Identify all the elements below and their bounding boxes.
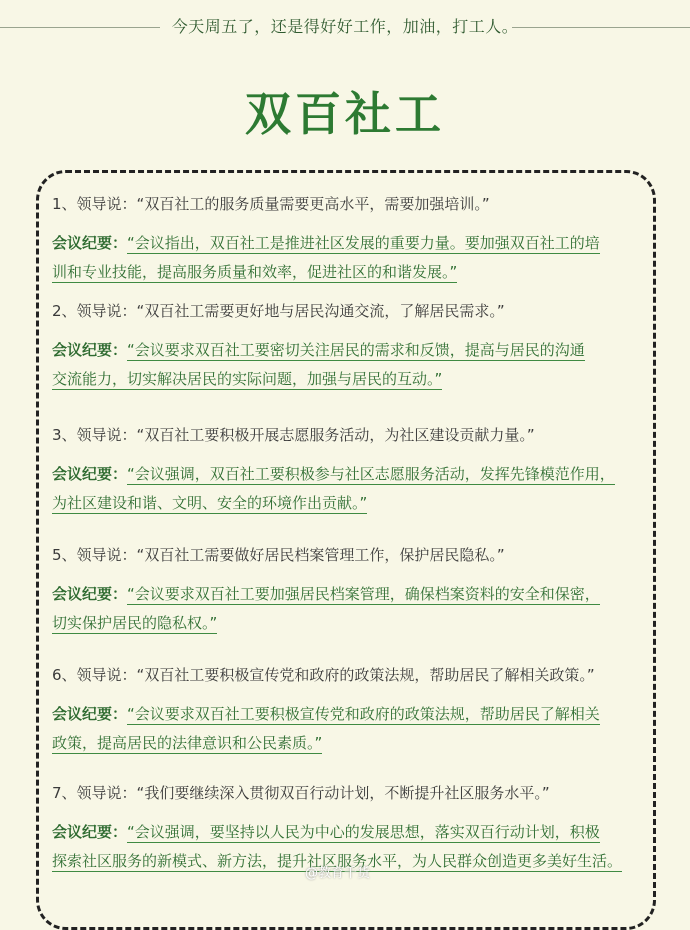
- list-item: [52, 664, 662, 758]
- minutes-text: “会议要求双百社工要加强居民档案管理，确保档案资料的安全和保密，: [127, 585, 600, 603]
- leader-quote: 1、领导说：“双百社工的服务质量需要更高水平，需要加强培训。”: [52, 195, 490, 213]
- minutes-label: 会议纪要：: [52, 341, 128, 359]
- minutes-line: [52, 489, 662, 518]
- minutes-text: 探索社区服务的新模式、新方法，提升社区服务水平，为人民群众创造更多美好生活。: [52, 852, 623, 870]
- leader-quote: 6、领导说：“双百社工要积极宣传党和政府的政策法规，帮助居民了解相关政策。”: [52, 666, 595, 684]
- minutes-line: [52, 609, 662, 638]
- minutes-text: 交流能力，切实解决居民的实际问题，加强与居民的互动。”: [52, 370, 443, 388]
- minutes-text: 训和专业技能，提高服务质量和效率，促进社区的和谐发展。”: [52, 263, 458, 281]
- header-bar: [0, 0, 690, 52]
- page-title: 双百社工: [245, 87, 445, 141]
- minutes-text: 政策，提高居民的法律意识和公民素质。”: [52, 734, 323, 752]
- minutes-label: 会议纪要：: [52, 465, 128, 483]
- leader-quote: 2、领导说：“双百社工需要更好地与居民沟通交流，了解居民需求。”: [52, 302, 505, 320]
- list-item: [52, 300, 662, 394]
- minutes-text: “会议强调，要坚持以人民为中心的发展思想，落实双百行动计划，积极: [127, 823, 600, 841]
- meeting-minutes: [52, 580, 662, 638]
- minutes-text: 为社区建设和谐、文明、安全的环境作出贡献。”: [52, 494, 368, 512]
- minutes-line: [52, 365, 662, 394]
- minutes-line: [52, 700, 662, 729]
- minutes-line: [52, 336, 662, 365]
- leader-quote: 3、领导说：“双百社工要积极开展志愿服务活动，为社区建设贡献力量。”: [52, 426, 535, 444]
- minutes-text: “会议要求双百社工要积极宣传党和政府的政策法规，帮助居民了解相关: [127, 705, 600, 723]
- leader-quote: 7、领导说：“我们要继续深入贯彻双百行动计划，不断提升社区服务水平。”: [52, 784, 550, 802]
- minutes-line: [52, 460, 662, 489]
- minutes-label: 会议纪要：: [52, 585, 128, 603]
- minutes-line: [52, 818, 662, 847]
- minutes-label: 会议纪要：: [52, 705, 128, 723]
- list-item: [52, 544, 662, 638]
- meeting-minutes: [52, 336, 662, 394]
- meeting-minutes: [52, 229, 662, 287]
- meeting-minutes: [52, 700, 662, 758]
- subtitle: 今天周五了，还是得好好工作，加油，打工人。: [171, 17, 519, 36]
- minutes-text: 切实保护居民的隐私权。”: [52, 614, 218, 632]
- minutes-text: “会议强调，双百社工要积极参与社区志愿服务活动，发挥先锋模范作用，: [127, 465, 615, 483]
- minutes-text: “会议要求双百社工要密切关注居民的需求和反馈，提高与居民的沟通: [127, 341, 585, 359]
- list-item: [52, 424, 662, 518]
- minutes-label: 会议纪要：: [52, 234, 128, 252]
- meeting-minutes: [52, 460, 662, 518]
- list-item: [52, 193, 662, 287]
- minutes-text: “会议指出，双百社工是推进社区发展的重要力量。要加强双百社工的培: [127, 234, 600, 252]
- leader-quote: 5、领导说：“双百社工需要做好居民档案管理工作，保护居民隐私。”: [52, 546, 505, 564]
- watermark: @教育千货: [305, 866, 371, 881]
- minutes-line: [52, 229, 662, 258]
- minutes-line: [52, 580, 662, 609]
- minutes-line: [52, 258, 662, 287]
- minutes-label: 会议纪要：: [52, 823, 128, 841]
- minutes-line: [52, 729, 662, 758]
